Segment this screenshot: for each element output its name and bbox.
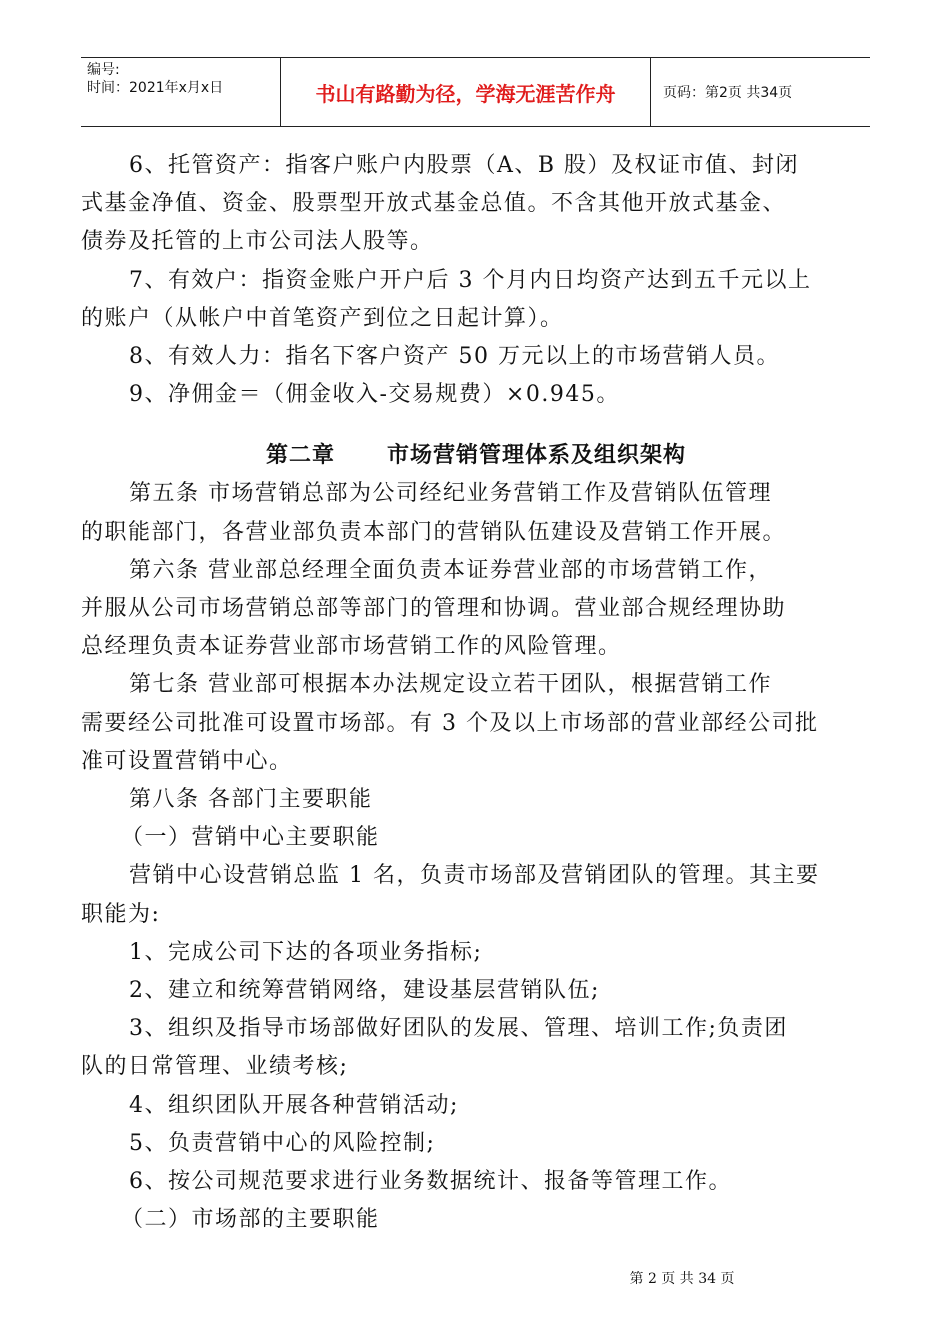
paragraph-line: 第五条 市场营销总部为公司经纪业务营销工作及营销队伍管理 [129,481,772,507]
paragraph-line: 并服从公司市场营销总部等部门的管理和协调。营业部合规经理协助 [81,596,787,622]
list-item: 3、组织及指导市场部做好团队的发展、管理、培训工作;负责团 [129,1016,788,1042]
paragraph-line: 营销中心设营销总监 1 名，负责市场部及营销团队的管理。其主要 [129,863,820,889]
list-item-continuation: 队的日常管理、业绩考核; [81,1054,349,1080]
page-footer [0,1268,950,1288]
paragraph-line: 7、有效户：指资金账户开户后 3 个月内日均资产达到五千元以上 [129,267,812,293]
paragraph-line: 债券及托管的上市公司法人股等。 [81,229,434,255]
paragraph-line: 总经理负责本证券营业部市场营销工作的风险管理。 [81,634,622,660]
paragraph-line: 的职能部门，各营业部负责本部门的营销队伍建设及营销工作开展。 [81,519,787,545]
paragraph-line: 9、净佣金＝（佣金收入-交易规费）×0.945。 [129,382,620,408]
paragraph-line: 准可设置营销中心。 [81,748,293,774]
paragraph-line: 第六条 营业部总经理全面负责本证券营业部的市场营销工作， [129,557,772,583]
paragraph-line: 式基金净值、资金、股票型开放式基金总值。不含其他开放式基金、 [81,191,787,217]
paragraph-line: 8、有效人力：指名下客户资产 50 万元以上的市场营销人员。 [129,344,780,370]
paragraph-line: 第七条 营业部可根据本办法规定设立若干团队，根据营销工作 [129,672,772,698]
list-item: 6、按公司规范要求进行业务数据统计、报备等管理工作。 [129,1169,732,1195]
chapter-number: 第二章 [266,443,336,469]
paragraph-line: 的账户（从帐户中首笔资产到位之日起计算）。 [81,305,564,331]
subsection-heading: （一）营销中心主要职能 [121,825,380,851]
document-body [81,147,871,1239]
footer-page-number: 第 2 页 共 34 页 [629,1271,735,1287]
header-page-info: 页码：第2页 共34页 [663,85,793,101]
header-meta [81,58,280,126]
document-header [81,57,870,127]
paragraph-line: 需要经公司批准可设置市场部。有 3 个及以上市场部的营业部经公司批 [81,710,819,736]
list-item: 5、负责营销中心的风险控制; [129,1130,436,1156]
list-item: 2、建立和统筹营销网络，建设基层营销队伍; [129,978,600,1004]
document-number-label: 编号: [87,62,120,78]
subsection-heading: （二）市场部的主要职能 [121,1207,380,1233]
chapter-title: 市场营销管理体系及组织架构 [386,443,686,469]
document-date: 时间：2021年x月x日 [87,80,224,96]
list-item: 4、组织团队开展各种营销活动; [129,1092,459,1118]
header-motto: 书山有路勤为径，学海无涯苦作舟 [280,58,651,126]
paragraph-line: 职能为: [81,901,161,927]
section-heading: 第八条 各部门主要职能 [129,787,373,813]
chapter-heading [81,437,871,475]
list-item: 1、完成公司下达的各项业务指标; [129,939,483,965]
paragraph-line: 6、托管资产：指客户账户内股票（A、B 股）及权证市值、封闭 [129,153,800,178]
